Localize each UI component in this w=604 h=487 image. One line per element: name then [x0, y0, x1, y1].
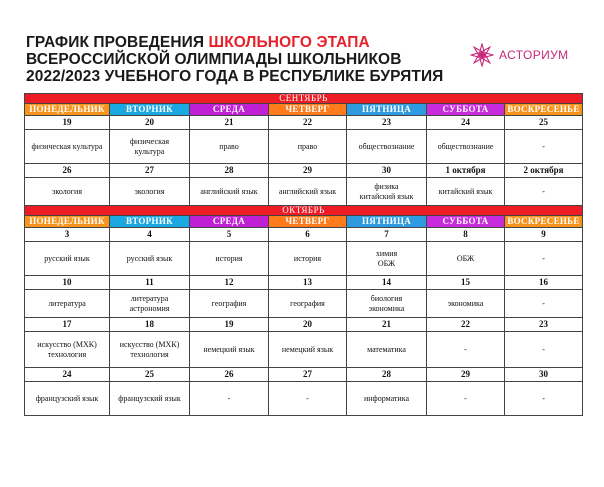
date-row — [25, 164, 583, 178]
title-line3: 2022/2023 УЧЕБНОГО ГОДА В РЕСПУБЛИКЕ БУРЯТИЯ — [26, 68, 444, 85]
subject-text: - — [464, 344, 467, 354]
subject-text: литература астрономия — [129, 293, 170, 313]
subject-cell — [505, 290, 583, 318]
date-cell: 26 — [190, 368, 269, 382]
weekday-header: ВОСКРЕСЕНЬЕ — [505, 216, 583, 228]
subject-row — [25, 382, 583, 416]
subject-cell — [505, 178, 583, 206]
date-cell: 25 — [505, 116, 583, 130]
subject-cell — [347, 130, 427, 164]
date-cell: 28 — [190, 164, 269, 178]
month-row — [25, 206, 583, 216]
subject-cell — [110, 130, 190, 164]
weekday-header: ПЯТНИЦА — [347, 104, 427, 116]
subject-text: - — [542, 186, 545, 196]
subject-text: - — [306, 393, 309, 403]
subject-cell — [427, 242, 505, 276]
logo-text: АСТОРИУМ — [499, 48, 569, 62]
subject-text: история — [215, 253, 243, 263]
subject-cell — [110, 242, 190, 276]
date-cell: 30 — [347, 164, 427, 178]
weekday-header-row — [25, 216, 583, 228]
date-cell: 14 — [347, 276, 427, 290]
weekday-header: ЧЕТВЕРГ — [269, 104, 347, 116]
date-cell: 22 — [427, 318, 505, 332]
date-cell: 2 октября — [505, 164, 583, 178]
subject-cell — [25, 290, 110, 318]
subject-cell — [269, 130, 347, 164]
date-cell: 6 — [269, 228, 347, 242]
subject-text: право — [219, 141, 239, 151]
subject-text: право — [297, 141, 318, 151]
date-cell: 23 — [505, 318, 583, 332]
subject-cell — [110, 178, 190, 206]
title-line1-prefix: ГРАФИК ПРОВЕДЕНИЯ — [26, 34, 209, 51]
subject-cell — [25, 382, 110, 416]
date-cell: 16 — [505, 276, 583, 290]
olympiad-schedule-table — [24, 93, 583, 416]
subject-cell — [25, 130, 110, 164]
weekday-header: ВОСКРЕСЕНЬЕ — [505, 104, 583, 116]
subject-cell — [427, 130, 505, 164]
date-row — [25, 276, 583, 290]
date-cell: 26 — [25, 164, 110, 178]
subject-text: - — [542, 141, 545, 151]
subject-cell — [110, 290, 190, 318]
date-cell: 1 октября — [427, 164, 505, 178]
subject-text: ОБЖ — [456, 253, 475, 263]
date-cell: 18 — [110, 318, 190, 332]
title-line1-highlight: ШКОЛЬНОГО ЭТАПА — [208, 34, 370, 51]
weekday-header: СУББОТА — [427, 104, 505, 116]
date-cell: 8 — [427, 228, 505, 242]
subject-row — [25, 332, 583, 368]
date-cell: 9 — [505, 228, 583, 242]
subject-cell — [269, 242, 347, 276]
date-cell: 22 — [269, 116, 347, 130]
subject-cell — [505, 332, 583, 368]
date-row — [25, 116, 583, 130]
title-line2: ВСЕРОССИЙСКОЙ ОЛИМПИАДЫ ШКОЛЬНИКОВ — [26, 51, 402, 68]
date-cell: 10 — [25, 276, 110, 290]
date-cell: 11 — [110, 276, 190, 290]
date-cell: 24 — [25, 368, 110, 382]
subject-cell — [25, 242, 110, 276]
page-title — [26, 34, 446, 85]
date-cell: 28 — [347, 368, 427, 382]
subject-cell — [505, 242, 583, 276]
subject-text: - — [542, 393, 545, 403]
subject-text: география — [290, 298, 325, 308]
date-row — [25, 228, 583, 242]
subject-cell — [190, 382, 269, 416]
subject-cell — [347, 290, 427, 318]
date-cell: 24 — [427, 116, 505, 130]
subject-text: французский язык — [35, 393, 99, 403]
subject-cell — [25, 178, 110, 206]
subject-cell — [347, 178, 427, 206]
subject-text: история — [293, 253, 322, 263]
subject-cell — [25, 332, 110, 368]
subject-text: английский язык — [200, 186, 258, 196]
weekday-header: ВТОРНИК — [110, 216, 190, 228]
subject-cell — [427, 178, 505, 206]
subject-text: русский язык — [44, 253, 90, 263]
subject-text: обществознание — [437, 141, 494, 151]
weekday-header: ВТОРНИК — [110, 104, 190, 116]
subject-cell — [427, 290, 505, 318]
subject-text: китайский язык — [438, 186, 493, 196]
date-cell: 29 — [427, 368, 505, 382]
date-cell: 3 — [25, 228, 110, 242]
date-cell: 7 — [347, 228, 427, 242]
subject-cell — [505, 382, 583, 416]
subject-cell — [269, 290, 347, 318]
subject-text: физическая культура — [31, 141, 103, 151]
subject-text: искусство (МХК) технология — [119, 339, 180, 359]
weekday-header: СРЕДА — [190, 216, 269, 228]
weekday-header: СУББОТА — [427, 216, 505, 228]
weekday-header: ПОНЕДЕЛЬНИК — [25, 104, 110, 116]
date-cell: 23 — [347, 116, 427, 130]
weekday-header: ПОНЕДЕЛЬНИК — [25, 216, 110, 228]
subject-cell — [190, 242, 269, 276]
subject-cell — [269, 332, 347, 368]
subject-cell — [427, 332, 505, 368]
subject-text: экология — [134, 186, 165, 196]
date-cell: 30 — [505, 368, 583, 382]
logo — [470, 40, 590, 70]
date-cell: 19 — [190, 318, 269, 332]
date-row — [25, 318, 583, 332]
month-row — [25, 94, 583, 104]
lotus-star-icon — [470, 43, 494, 67]
date-row — [25, 368, 583, 382]
subject-text: - — [227, 393, 231, 403]
subject-text: экология — [51, 186, 83, 196]
subject-cell — [269, 178, 347, 206]
date-cell: 25 — [110, 368, 190, 382]
subject-text: русский язык — [126, 253, 173, 263]
subject-text: математика — [367, 344, 406, 354]
subject-row — [25, 178, 583, 206]
subject-cell — [190, 178, 269, 206]
subject-text: информатика — [363, 393, 410, 403]
subject-cell — [190, 290, 269, 318]
subject-cell — [347, 382, 427, 416]
date-cell: 5 — [190, 228, 269, 242]
date-cell: 27 — [269, 368, 347, 382]
date-cell: 4 — [110, 228, 190, 242]
subject-text: физика китайский язык — [359, 181, 414, 201]
subject-text: химия ОБЖ — [375, 248, 398, 268]
subject-cell — [190, 130, 269, 164]
weekday-header-row — [25, 104, 583, 116]
date-cell: 15 — [427, 276, 505, 290]
month-name: СЕНТЯБРЬ — [25, 94, 583, 104]
month-name: ОКТЯБРЬ — [25, 206, 583, 216]
subject-text: биология экономика — [368, 293, 405, 313]
weekday-header: ПЯТНИЦА — [347, 216, 427, 228]
subject-text: физическая культура — [129, 136, 170, 156]
subject-cell — [427, 382, 505, 416]
subject-text: немецкий язык — [203, 344, 255, 354]
date-cell: 13 — [269, 276, 347, 290]
subject-cell — [110, 382, 190, 416]
weekday-header: ЧЕТВЕРГ — [269, 216, 347, 228]
subject-text: обществознание — [358, 141, 415, 151]
subject-row — [25, 130, 583, 164]
subject-text: литература — [48, 298, 86, 308]
weekday-header: СРЕДА — [190, 104, 269, 116]
date-cell: 17 — [25, 318, 110, 332]
date-cell: 20 — [110, 116, 190, 130]
date-cell: 12 — [190, 276, 269, 290]
subject-text: французский язык — [118, 393, 181, 403]
date-cell: 27 — [110, 164, 190, 178]
subject-text: - — [542, 298, 545, 308]
subject-text: искусство (МХК) технология — [37, 339, 97, 359]
date-cell: 21 — [190, 116, 269, 130]
subject-text: - — [542, 344, 545, 354]
subject-cell — [347, 242, 427, 276]
subject-cell — [505, 130, 583, 164]
date-cell: 21 — [347, 318, 427, 332]
subject-row — [25, 242, 583, 276]
subject-cell — [190, 332, 269, 368]
subject-text: экономика — [447, 298, 484, 308]
subject-row — [25, 290, 583, 318]
subject-text: география — [211, 298, 247, 308]
date-cell: 19 — [25, 116, 110, 130]
subject-text: - — [542, 253, 545, 263]
subject-cell — [269, 382, 347, 416]
subject-text: немецкий язык — [281, 344, 334, 354]
subject-cell — [110, 332, 190, 368]
subject-cell — [347, 332, 427, 368]
subject-text: английский язык — [278, 186, 337, 196]
subject-text: - — [464, 393, 467, 403]
date-cell: 20 — [269, 318, 347, 332]
date-cell: 29 — [269, 164, 347, 178]
